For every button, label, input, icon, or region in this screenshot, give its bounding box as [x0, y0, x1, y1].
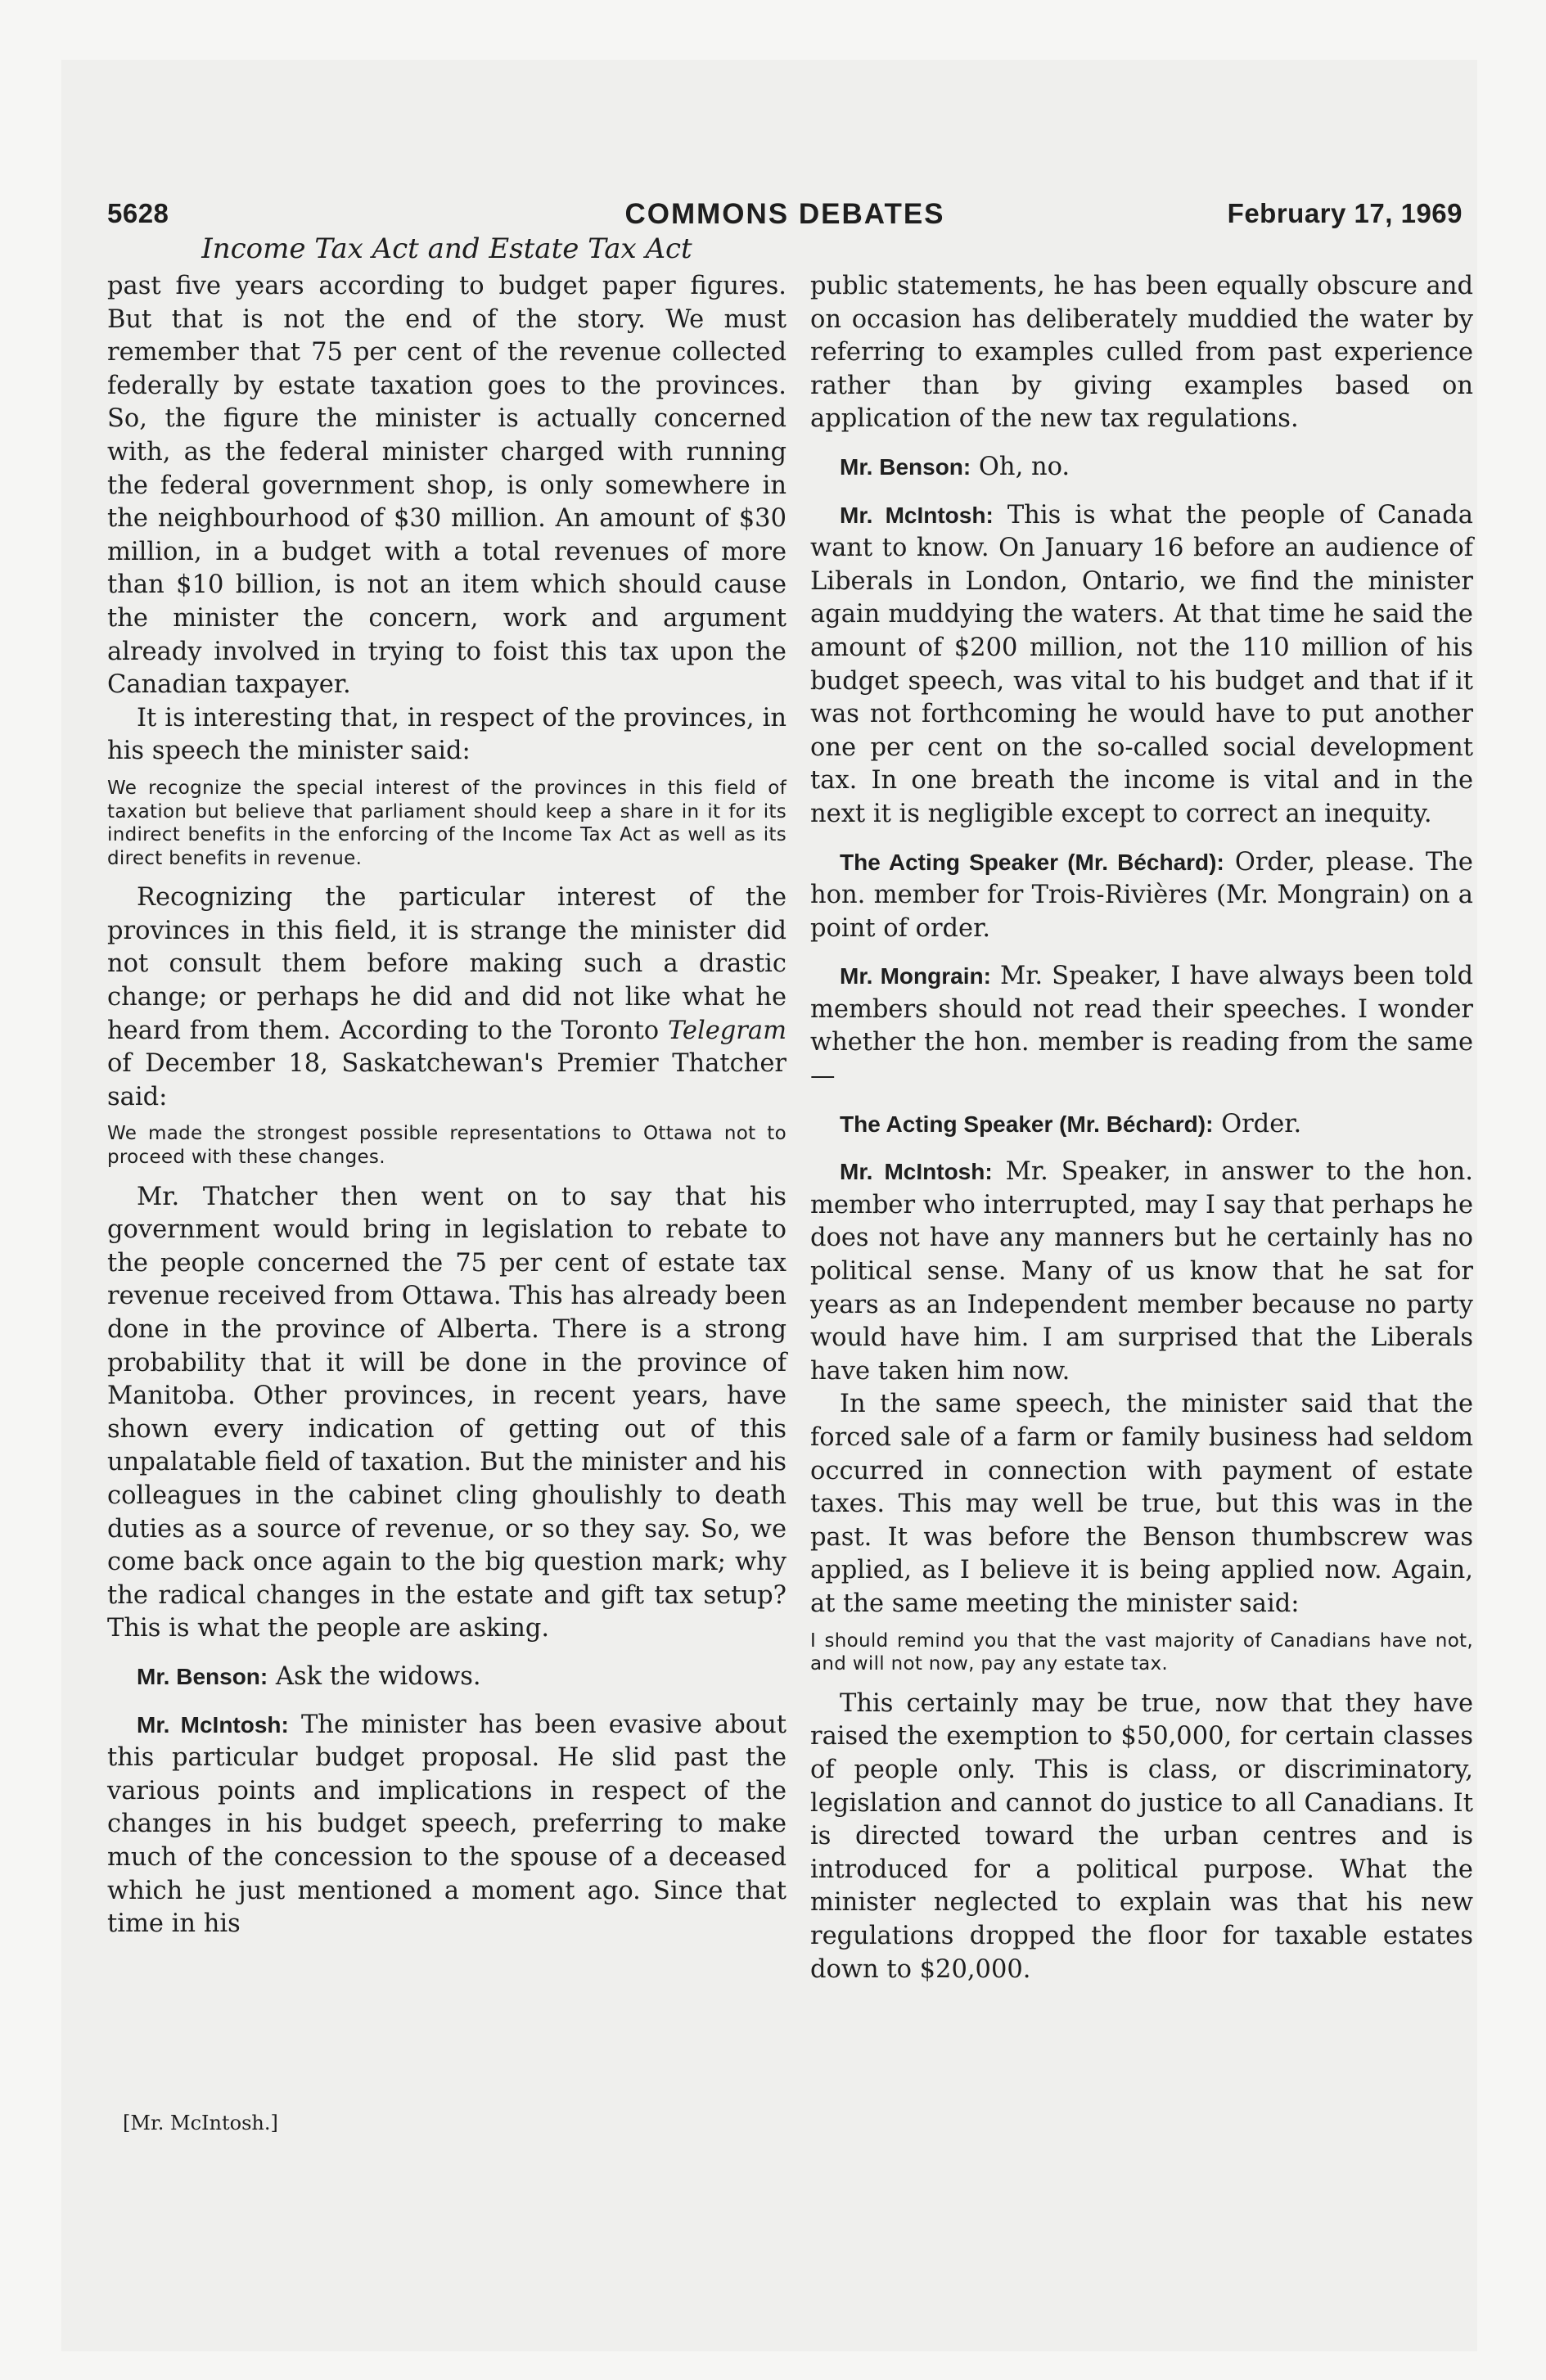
speech-text: Mr. Speaker, I have always been told members should not read their speeches. I wonder whether the hon. member is reading from the same—	[810, 962, 1473, 1091]
paragraph: past five years according to budget paper figures. But that is not the end of the story. We must remember that 75 per cent of the revenue collected federally by estate taxation goes to the provinces. So, the figure the minister is actually concerned with, as the federal minister charged with running the federal government shop, is only somewhere in the neighbourhood of $30 million. An amount of $30 million, in a budget with a total revenues of more than $10 billion, is not an item which should cause the minister the concern, work and argument already involved in trying to foist this tax upon the Canadian taxpayer.	[107, 272, 787, 700]
paragraph	[107, 881, 787, 1114]
speech-text: Mr. Speaker, in answer to the hon. member who interrupted, may I say that perhaps he does not have any manners but he certainly has no political sense. Many of us know that he sat for years as an Independent member because no party would have him. I am surprised that the Liberals have taken him now.	[810, 1157, 1473, 1386]
speaker-name: Mr. McIntosh:	[840, 1159, 993, 1185]
quotation: We recognize the special interest of the provinces in this field of taxation but believe that parliament should keep a share in it for its indirect benefits in the enforcing of the Income Tax Act as well as its direct benefits in revenue.	[107, 777, 787, 869]
newspaper-name: Telegram	[667, 1016, 787, 1045]
text-run: of December 18, Saskatchewan's Premier Thatcher said:	[107, 1049, 787, 1111]
publication-title: COMMONS DEBATES	[624, 198, 945, 230]
quotation: We made the strongest possible representations to Ottawa not to proceed with these changes.	[107, 1123, 787, 1169]
speaker-name: Mr. Benson:	[840, 453, 971, 480]
speaker-paragraph	[107, 1709, 787, 1941]
speech-text: Ask the widows.	[268, 1661, 481, 1691]
speaker-footer-note: [Mr. McIntosh.]	[123, 2112, 278, 2134]
right-column	[810, 270, 1473, 1986]
page-header	[107, 195, 1463, 237]
quotation: I should remind you that the vast majority of Canadians have not, and will not now, pay any estate tax.	[810, 1629, 1473, 1675]
speaker-name: The Acting Speaker (Mr. Béchard):	[840, 1111, 1214, 1137]
paragraph: In the same speech, the minister said that the forced sale of a farm or family business had seldom occurred in connection with payment of estate taxes. This may well be true, but this was in the past. It was before the Benson thumbscrew was applied, as I believe it is being applied now. Again, at the same meeting the minister said:	[810, 1390, 1473, 1618]
running-subtitle: Income Tax Act and Estate Tax Act	[201, 232, 692, 265]
speaker-paragraph	[810, 1156, 1473, 1388]
speaker-name: Mr. Benson:	[137, 1663, 268, 1689]
paragraph: This certainly may be true, now that they have raised the exemption to $50,000, for certain classes of people only. This is class, or discriminatory, legislation and cannot do justice to all Canadians. It is directed toward the urban centres and is introduced for a political purpose. What the minister neglected to explain was that his new regulations dropped the floor for taxable estates down to $20,000.	[810, 1688, 1473, 1984]
speech-text: Oh, no.	[971, 452, 1070, 481]
speech-text: This is what the people of Canada want to know. On January 16 before an audience of Liberals in London, Ontario, we find the minister again muddying the waters. At that time he said the amount of $200 million, not the 110 million of his budget speech, was vital to his budget and that if it was not forthcoming he would have to put another one per cent on the so-called social development tax. In one breath the income is vital and in the next it is negligible except to correct an inequity.	[810, 500, 1473, 828]
speech-text: The minister has been evasive about this particular budget proposal. He slid past the various points and implications in respect of the changes in his budget speech, preferring to make much of the concession to the spouse of a deceased which he just mentioned a moment ago. Since that time in his	[107, 1710, 787, 1939]
speaker-paragraph	[810, 451, 1473, 485]
text-run: Recognizing the particular interest of the provinces in this field, it is strange the minister did not consult them before making such a drastic change; or perhaps he did and did not like what he heard from them. According to the Toronto	[107, 883, 787, 1045]
speech-text: Order, please. The hon. member for Trois-Rivières (Mr. Mongrain) on a point of order.	[810, 847, 1473, 943]
publication-date: February 17, 1969	[1227, 198, 1463, 228]
page-number: 5628	[107, 198, 169, 228]
speaker-paragraph	[107, 1661, 787, 1694]
speaker-paragraph	[810, 499, 1473, 832]
paragraph: Mr. Thatcher then went on to say that his government would bring in legislation to rebate to the people concerned the 75 per cent of estate tax revenue received from Ottawa. This has already been done in the province of Alberta. There is a strong probability that it will be done in the province of Manitoba. Other provinces, in recent years, have shown every indication of getting out of this unpalatable field of taxation. But the minister and his colleagues in the cabinet cling ghoulishly to death duties as a source of revenue, or so they say. So, we come back once again to the big question mark; why the radical changes in the estate and gift tax setup? This is what the people are asking.	[107, 1182, 787, 1643]
speech-text: Order.	[1213, 1109, 1302, 1138]
speaker-paragraph	[810, 846, 1473, 946]
left-column	[107, 270, 787, 1941]
paragraph: It is interesting that, in respect of the provinces, in his speech the minister said:	[107, 703, 787, 766]
speaker-name: Mr. Mongrain:	[840, 963, 991, 989]
speaker-paragraph	[810, 1108, 1473, 1142]
speaker-name: Mr. McIntosh:	[840, 502, 994, 528]
speaker-paragraph	[810, 960, 1473, 1093]
speaker-name: Mr. McIntosh:	[137, 1711, 289, 1738]
paragraph: public statements, he has been equally obscure and on occasion has deliberately muddied the water by referring to examples culled from past experience rather than by giving examples based on application of the new tax regulations.	[810, 272, 1473, 434]
speaker-name: The Acting Speaker (Mr. Béchard):	[840, 849, 1224, 875]
